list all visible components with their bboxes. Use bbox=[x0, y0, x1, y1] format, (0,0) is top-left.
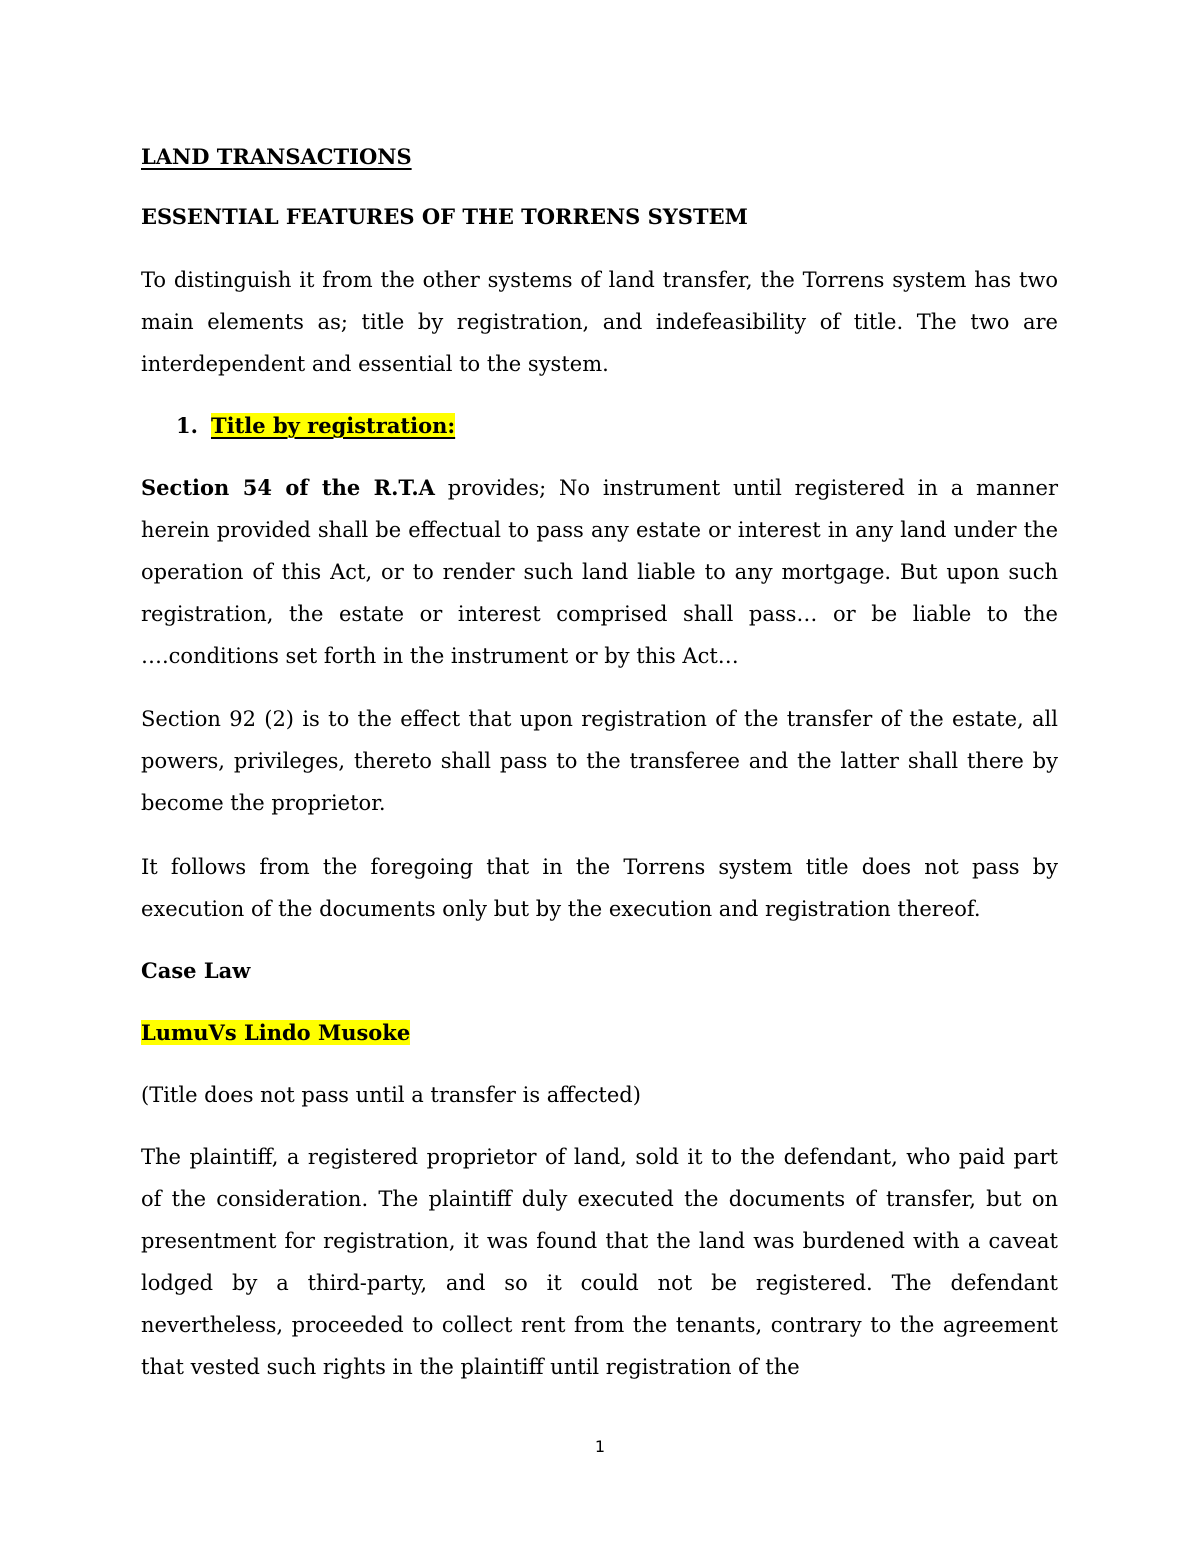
follows-paragraph: It follows from the foregoing that in the Torrens system title does not pass by execution of the documents only but by the execution and registration thereof. bbox=[141, 855, 1058, 921]
section-1-heading bbox=[176, 405, 455, 447]
section-54-lead: Section 54 of the R.T.A bbox=[141, 475, 435, 500]
document-subtitle: ESSENTIAL FEATURES OF THE TORRENS SYSTEM bbox=[141, 204, 748, 229]
section-54-text: provides; No instrument until registered in a manner herein provided shall be effectual to pass any estate or interest in any land under the operation of this Act, or to render such land liable to any mortgage. But upon such registration, the estate or interest comprised shall pass… or be liable to the ….conditions set forth in the instrument or by this Act… bbox=[141, 476, 1059, 668]
section-92-paragraph: Section 92 (2) is to the effect that upon registration of the transfer of the estate, all powers, privileges, thereto shall pass to the transferee and the latter shall there by become the proprietor. bbox=[141, 707, 1058, 815]
case-law-heading: Case Law bbox=[141, 958, 251, 983]
case-name: LumuVs Lindo Musoke bbox=[141, 1020, 411, 1045]
case-facts-paragraph: The plaintiff, a registered proprietor of land, sold it to the defendant, who paid part of the consideration. The plaintiff duly executed the documents of transfer, but on presentment for registration, it was found that the land was burdened with a caveat lodged by a third-party, and so it could not be registered. The defendant nevertheless, proceeded to collect rent from the tenants, contrary to the agreement that vested such rights in the plaintiff until registration of the bbox=[141, 1145, 1058, 1379]
case-note: (Title does not pass until a transfer is affected) bbox=[141, 1083, 641, 1107]
section-54-paragraph bbox=[141, 467, 1058, 677]
intro-paragraph: To distinguish it from the other systems of land transfer, the Torrens system has two main elements as; title by registration, and indefeasibility of title. The two are interdependent and essential to the system. bbox=[141, 268, 1058, 376]
page-number: 1 bbox=[594, 1437, 606, 1456]
document-title: LAND TRANSACTIONS bbox=[141, 144, 412, 169]
section-1-number: 1. bbox=[176, 413, 198, 438]
case-name-line bbox=[141, 1012, 1058, 1054]
section-1-title: Title by registration: bbox=[211, 413, 456, 438]
